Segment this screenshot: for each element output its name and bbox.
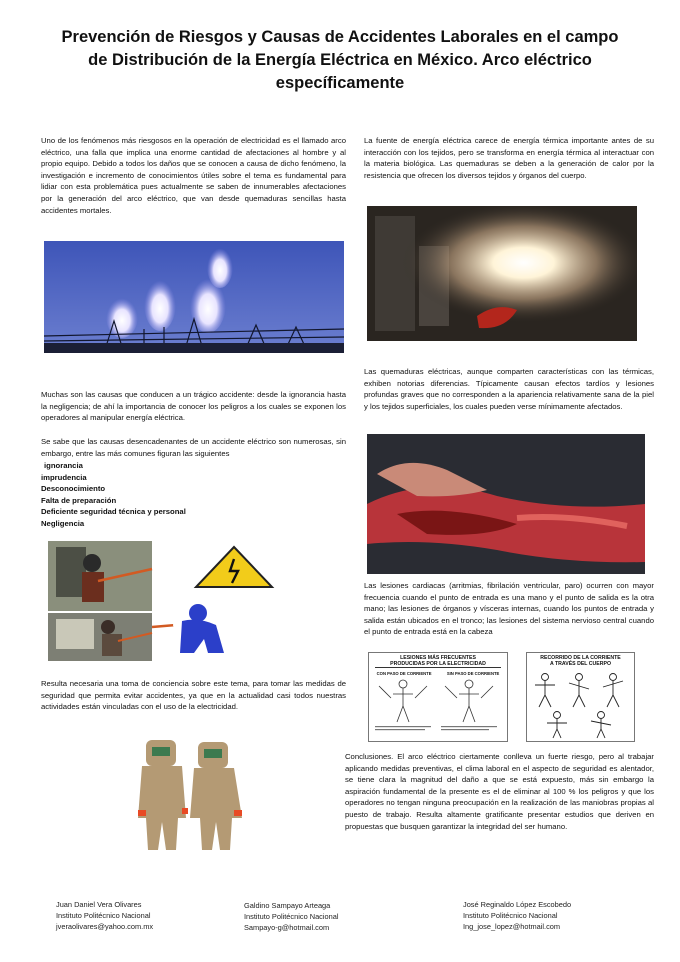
- causes-paragraph: Muchas son las causas que conducen a un trágico accidente: desde la ignorancia hasta la negligencia; de ahí la importancia de conocer los peligros a los cuales se exponen los operadores al manipular energía eléctrica.: [41, 390, 346, 423]
- current-path-title: RECORRIDO DE LA CORRIENTE: [540, 655, 621, 661]
- title-line-2: de Distribución de la Energía Eléctrica en México. Arco eléctrico: [88, 51, 592, 69]
- arc-flash-photo: [367, 206, 637, 341]
- cardiac-paragraph: Las lesiones cardiacas (arritmias, fibrilación ventricular, paro) ocurren con mayor frecuencia cuando el punto de entrada es una mano y el punto de salida es la otra mano; las lesiones de órganos y vísceras internas, cuando los puntos de entrada y salida están ubicados en el tronco; las lesiones del sistema nervioso central cuando el punto de entrada está en la cabeza: [364, 581, 654, 637]
- list-item: Deficiente seguridad técnica y personal: [41, 507, 186, 517]
- injuries-diagram-sub: CON PASO DE CORRIENTE: [376, 671, 432, 676]
- author-email: Ing_jose_lopez@hotmail.com: [463, 922, 561, 931]
- burns-paragraph: Las quemaduras eléctricas, aunque comparten características con las térmicas, exhiben notorias diferencias. Típicamente causan efectos tardíos y lesiones profundas graves que no corresponden a la apariencia relativamente sana de la piel y los tejidos superficiales, los cuales pueden verse mínimamente afectados.: [364, 367, 654, 411]
- injuries-diagram: [368, 652, 508, 742]
- author-email: jveraolivares@yahoo.com.mx: [56, 922, 154, 931]
- title-line-3: específicamente: [275, 74, 405, 92]
- injuries-diagram-title: PRODUCIDAS POR LA ELECTRICIDAD: [390, 661, 486, 667]
- conclusions-paragraph: Conclusiones. El arco eléctrico ciertamente conlleva un fuerte riesgo, pero al trabajar aplicando medidas preventivas, el clima laboral en el aspecto de seguridad es alentador, se tiene clara la magnitud del daño a que se está expuesto, más sin embargo la aspiración fundamental de la presente es el de eliminar al 100 % los peligros y que los operadores no tengan ninguna preocupación en la realización de las maniobras propias al puesto de trabajo. Resulta altamente gratificante presentar estudios que deriven en propuestas que busquen garantizar la integridad del ser humano.: [345, 752, 654, 831]
- injuries-figures-icon: [369, 676, 505, 734]
- injuries-diagram-title: LESIONES MÁS FRECUENTES: [400, 655, 476, 661]
- causes-common-paragraph: Se sabe que las causas desencadenantes de un accidente eléctrico son numerosas, sin embargo, entre las más comunes figuran las siguientes: [41, 437, 346, 458]
- list-item: imprudencia: [41, 472, 87, 482]
- current-path-title: A TRAVÉS DEL CUERPO: [549, 661, 611, 667]
- author-block: [463, 899, 643, 932]
- list-item: Desconocimiento: [41, 484, 106, 494]
- list-item: Negligencia: [41, 518, 85, 528]
- author-institution: Instituto Politécnico Nacional: [56, 911, 151, 920]
- injuries-diagram-sub: SIN PASO DE CORRIENTE: [446, 671, 500, 676]
- list-item: ignorancia: [44, 461, 83, 470]
- current-path-figures-icon: [527, 667, 632, 739]
- page-title: [30, 26, 650, 95]
- author-institution: Instituto Politécnico Nacional: [463, 911, 558, 920]
- author-block: [56, 899, 226, 932]
- energy-source-paragraph: La fuente de energía eléctrica carece de energía térmica importante antes de su interacción con los tejidos, pero se transforma en energía térmica al interactuar con la materia biológica. Las quemaduras se deben a la generación de calor por la resistencia que ofrecen los diversos tejidos y órganos del cuerpo.: [364, 136, 654, 180]
- burned-arm-photo: [367, 434, 645, 574]
- author-block: [244, 900, 414, 933]
- protective-suits-photo: [138, 738, 246, 856]
- list-item: Falta de preparación: [41, 495, 117, 505]
- arc-substation-photo: [44, 241, 344, 353]
- title-line-1: Prevención de Riesgos y Causas de Accidentes Laborales en el campo: [61, 28, 619, 46]
- workers-collage-photo: [48, 541, 296, 661]
- current-path-diagram: [526, 652, 635, 742]
- causes-list: [41, 460, 346, 530]
- author-name: Galdino Sampayo Arteaga: [244, 901, 331, 910]
- author-email: Sampayo-g@hotmail.com: [244, 923, 330, 932]
- author-name: José Reginaldo López Escobedo: [463, 900, 572, 909]
- awareness-paragraph: Resulta necesaria una toma de conciencia sobre este tema, para tomar las medidas de seguridad que permita evitar accidentes, ya que en la actualidad casi todos nuestras actividades están vinculadas con el uso de la electricidad.: [41, 679, 346, 712]
- author-institution: Instituto Politécnico Nacional: [244, 912, 339, 921]
- author-name: Juan Daniel Vera Olivares: [56, 900, 142, 909]
- intro-paragraph: Uno de los fenómenos más riesgosos en la operación de electricidad es el llamado arco eléctrico, una falla que implica una enorme cantidad de afectaciones al hombre y al propio equipo. Debido a todos los daños que se conocen a causa de dicho fenómeno, la investigación e incremento de conocimientos útiles sobre el tema es fundamental para lidiar con esta problemática pues actualmente se saben de innumerables afectaciones por la generación del arco eléctrico, que van desde quemaduras sencillas hasta accidentes mortales.: [41, 136, 346, 215]
